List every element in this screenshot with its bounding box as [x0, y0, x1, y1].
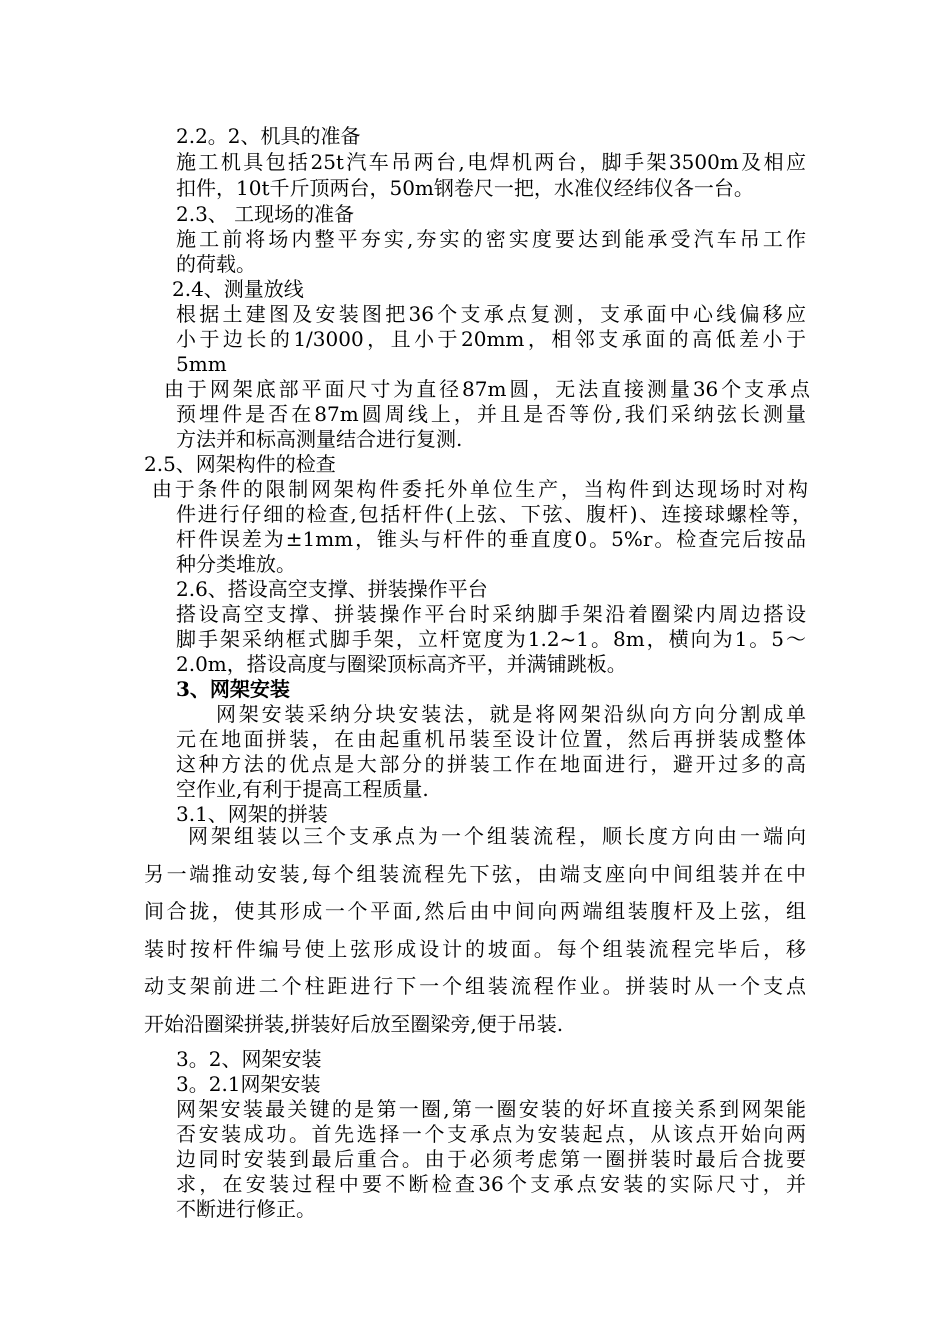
text-line: 不断进行修正。	[176, 1197, 316, 1221]
heading-3-2-1: 3。2.1网架安装	[176, 1072, 321, 1096]
text-line: 由于网架底部平面尺寸为直径87m圆，无法直接测量36个支承点	[164, 377, 810, 401]
text-line: 开始沿圈梁拼装,拼装好后放至圈梁旁,便于吊装.	[144, 1012, 564, 1036]
text-line: 预埋件是否在87m圆周线上，并且是否等份,我们采纳弦长测量	[176, 402, 806, 426]
heading-2-6: 2.6、搭设高空支撑、拼装操作平台	[176, 577, 488, 601]
text-line: 根据土建图及安装图把36个支承点复测，支承面中心线偏移应	[176, 302, 806, 326]
text-line: 脚手架采纳框式脚手架，立杆宽度为1.2~1。8m，横向为1。5～	[176, 627, 806, 651]
text-line: 施工前将场内整平夯实,夯实的密实度要达到能承受汽车吊工作	[176, 227, 806, 251]
heading-3-1: 3.1、网架的拼装	[176, 802, 328, 826]
text-line: 杆件误差为±1mm，锥头与杆件的垂直度0。5%r。检查完后按品	[176, 527, 806, 551]
text-line: 否安装成功。首先选择一个支承点为安装起点，从该点开始向两	[176, 1122, 806, 1146]
text-line: 小于边长的1/3000，且小于20mm，相邻支承面的高低差小于	[176, 327, 806, 351]
text-line: 由于条件的限制网架构件委托外单位生产，当构件到达现场时对构	[152, 477, 808, 501]
text-line: 边同时安装到最后重合。由于必须考虑第一圈拼装时最后合拢要	[176, 1147, 806, 1171]
text-line: 方法并和标高测量结合进行复测.	[176, 427, 463, 451]
text-line: 装时按杆件编号使上弦形成设计的坡面。每个组装流程完毕后，移	[144, 937, 806, 961]
text-line: 求，在安装过程中要不断检查36个支承点安装的实际尺寸，并	[176, 1172, 806, 1196]
text-line: 5mm	[176, 352, 227, 376]
text-line: 元在地面拼装，在由起重机吊装至设计位置，然后再拼装成整体	[176, 727, 806, 751]
heading-3-2: 3。2、网架安装	[176, 1047, 322, 1071]
text-line: 间合拢，使其形成一个平面,然后由中间向两端组装腹杆及上弦，组	[144, 899, 806, 923]
text-line: 搭设高空支撑、拼装操作平台时采纳脚手架沿着圈梁内周边搭设	[176, 602, 806, 626]
text-line: 种分类堆放。	[176, 552, 296, 576]
heading-2-4: 2.4、测量放线	[172, 277, 304, 301]
text-line: 网架安装采纳分块安装法，就是将网架沿纵向方向分割成单	[216, 702, 806, 726]
text-line: 的荷载。	[176, 252, 256, 276]
heading-2-2-2: 2.2。2、机具的准备	[176, 124, 361, 148]
heading-2-3: 2.3、 工现场的准备	[176, 202, 355, 226]
text-line: 另一端推动安装,每个组装流程先下弦，由端支座向中间组装并在中	[144, 862, 806, 886]
text-line: 件进行仔细的检查,包括杆件(上弦、下弦、腹杆)、连接球螺栓等，	[176, 502, 812, 526]
text-line: 空作业,有利于提高工程质量.	[176, 777, 429, 801]
heading-3: 3、网架安装	[176, 677, 290, 701]
text-line: 动支架前进二个柱距进行下一个组装流程作业。拼装时从一个支点	[144, 974, 806, 998]
text-line: 这种方法的优点是大部分的拼装工作在地面进行，避开过多的高	[176, 752, 806, 776]
heading-2-5: 2.5、网架构件的检查	[144, 452, 336, 476]
text-line: 网架安装最关键的是第一圈,第一圈安装的好坏直接关系到网架能	[176, 1097, 806, 1121]
text-line: 网架组装以三个支承点为一个组装流程，顺长度方向由一端向	[188, 824, 806, 848]
text-line: 扣件，10t千斤顶两台，50m钢卷尺一把，水准仪经纬仪各一台。	[176, 176, 754, 200]
text-line: 2.0m，搭设高度与圈梁顶标高齐平，并满铺跳板。	[176, 652, 627, 676]
text-line: 施工机具包括25t汽车吊两台,电焊机两台，脚手架3500m及相应	[176, 150, 806, 174]
